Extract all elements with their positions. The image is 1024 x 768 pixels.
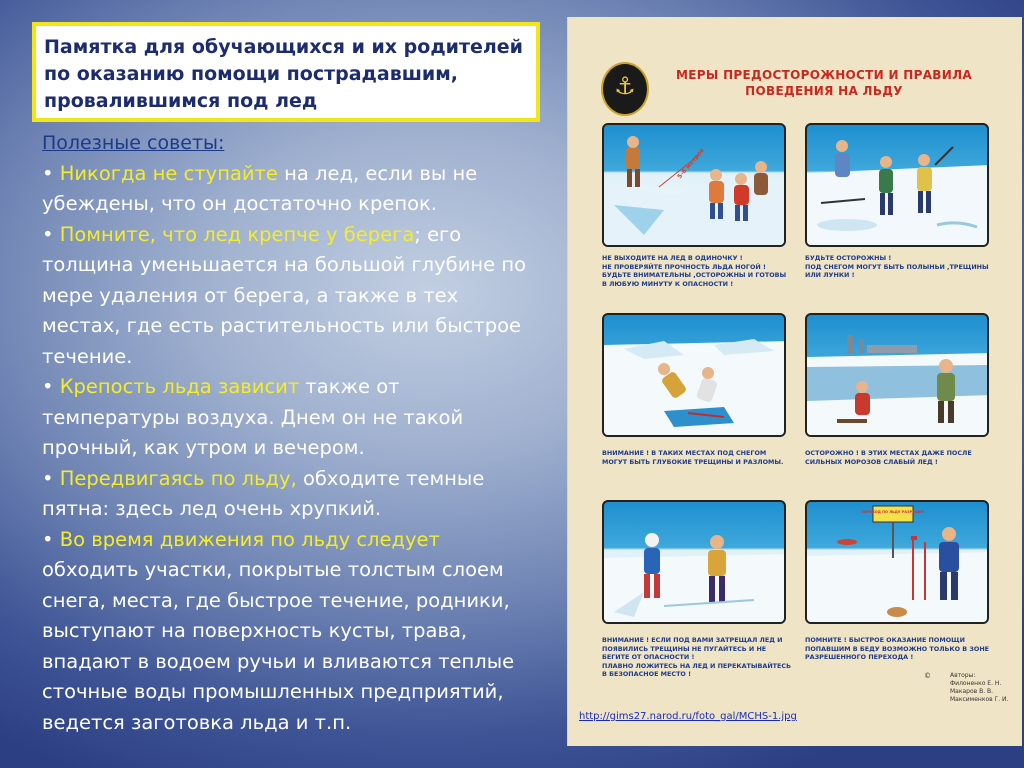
tip-2-highlight: Помните, что лед крепче у берега <box>59 222 415 246</box>
safety-poster <box>567 17 1022 746</box>
anchor-emblem-icon: ⚓ <box>601 62 649 116</box>
tip-5-highlight: Во время движения по льду следует <box>59 527 440 551</box>
tip-2-text: ; его толщина уменьшается на большой глубине по мере удаления от берега, а также в тех местах, где есть растительность или быстрое течение. <box>42 222 527 368</box>
tips-column <box>42 128 542 738</box>
copyright-mark: © <box>924 672 931 680</box>
poster-caption-3: ВНИМАНИЕ ! В ТАКИХ МЕСТАХ ПОД СНЕГОМ МОГУТ БЫТЬ ГЛУБОКИЕ ТРЕЩИНЫ И РАЗЛОМЫ. <box>602 449 784 466</box>
tip-3: • Крепость льда зависит также от температуры воздуха. Днем он не такой прочный, как утром и вечером. <box>42 375 464 459</box>
poster-panel-1 <box>602 123 786 247</box>
poster-caption-5: ВНИМАНИЕ ! ЕСЛИ ПОД ВАМИ ЗАТРЕЩАЛ ЛЕД И ПОЯВИЛИСЬ ТРЕЩИНЫ НЕ ПУГАЙТЕСЬ И НЕ БЕГИТЕ ОТ ОПАСНОСТИ ! ПЛАВНО ЛОЖИТЕСЬ НА ЛЕД И ПЕРЕКАТЫВАЙТЕСЬ В БЕЗОПАСНОЕ МЕСТО ! <box>602 636 791 679</box>
source-link[interactable]: http://gims27.narod.ru/foto_gal/MCHS-1.jpg <box>579 711 797 722</box>
tip-1: • Никогда не ступайте на лед, если вы не убеждены, что он достаточно крепок. <box>42 161 478 215</box>
tip-1-highlight: Никогда не ступайте <box>59 161 278 185</box>
tip-2: • Помните, что лед крепче у берега; его толщина уменьшается на большой глубине по мере удаления от берега, а также в тех местах, где есть растительность или быстрое течение. <box>42 222 527 368</box>
title-line-3: провалившимся под лед <box>44 90 318 112</box>
poster-title: МЕРЫ ПРЕДОСТОРОЖНОСТИ И ПРАВИЛА ПОВЕДЕНИЯ НА ЛЬДУ <box>676 68 972 98</box>
tip-5-text: обходить участки, покрытые толстым слоем снега, места, где быстрое течение, родники, выступают на поверхность кусты, трава, впадают в водоем ручьи и вливаются теплые сточные воды промышленных предприятий, ведется заготовка льда и т.п. <box>42 558 515 734</box>
poster-panel-6 <box>805 500 989 624</box>
subheading: Полезные советы: <box>42 132 225 154</box>
tip-3-highlight: Крепость льда зависит <box>59 375 300 398</box>
tip-5: • Во время движения по льду следует обходить участки, покрытые толстым слоем снега, места, где быстрое течение, родники, выступают на поверхность кусты, трава, впадают в водоем ручьи и вливаются теплые сточные воды промышленных предприятий, ведется заготовка льда и т.п. <box>42 527 515 734</box>
tip-4-text: обходите темные пятна: здесь лед очень хрупкий. <box>42 466 485 520</box>
title-line-2: по оказанию помощи пострадавшим, <box>44 63 458 85</box>
poster-caption-2: БУДЬТЕ ОСТОРОЖНЫ ! ПОД СНЕГОМ МОГУТ БЫТЬ ПОЛЫНЬИ ,ТРЕЩИНЫ ИЛИ ЛУНКИ ! <box>805 254 989 280</box>
poster-caption-1: НЕ ВЫХОДИТЕ НА ЛЕД В ОДИНОЧКУ ! НЕ ПРОВЕРЯЙТЕ ПРОЧНОСТЬ ЛЬДА НОГОЙ ! БУДЬТЕ ВНИМАТЕЛЬНЫ ,ОСТОРОЖНЫ И ГОТОВЫ В ЛЮБУЮ МИНУТУ К ОПАСНОСТИ ! <box>602 254 787 288</box>
tip-1-text: на лед, если вы не убеждены, что он достаточно крепок. <box>42 161 478 215</box>
poster-panel-5 <box>602 500 786 624</box>
tip-4: • Передвигаясь по льду, обходите темные пятна: здесь лед очень хрупкий. <box>42 466 485 520</box>
poster-caption-6: ПОМНИТЕ ! БЫСТРОЕ ОКАЗАНИЕ ПОМОЩИ ПОПАВШИМ В БЕДУ ВОЗМОЖНО ТОЛЬКО В ЗОНЕ РАЗРЕШЕННОГО ПЕРЕХОДА ! <box>805 636 990 662</box>
poster-caption-4: ОСТОРОЖНО ! В ЭТИХ МЕСТАХ ДАЖЕ ПОСЛЕ СИЛЬНЫХ МОРОЗОВ СЛАБЫЙ ЛЕД ! <box>805 449 972 466</box>
title-line-1: Памятка для обучающихся и их родителей <box>44 36 523 58</box>
poster-credits: Авторы: Филоненко Е. Н. Макаров В. В. Максименков Г. И. <box>950 672 1009 703</box>
ice-crossing-sign: ПЕРЕХОД ПО ЛЬДУ РАЗРЕШЕН <box>861 510 925 514</box>
tip-3-text: также от температуры воздуха. Днем он не такой прочный, как утром и вечером. <box>42 375 464 459</box>
distance-label: 5-6 метров <box>676 146 706 181</box>
poster-panel-4 <box>805 313 989 437</box>
tip-4-highlight: Передвигаясь по льду, <box>59 466 297 490</box>
poster-panel-2 <box>805 123 989 247</box>
title-box <box>32 22 540 122</box>
poster-panel-3 <box>602 313 786 437</box>
